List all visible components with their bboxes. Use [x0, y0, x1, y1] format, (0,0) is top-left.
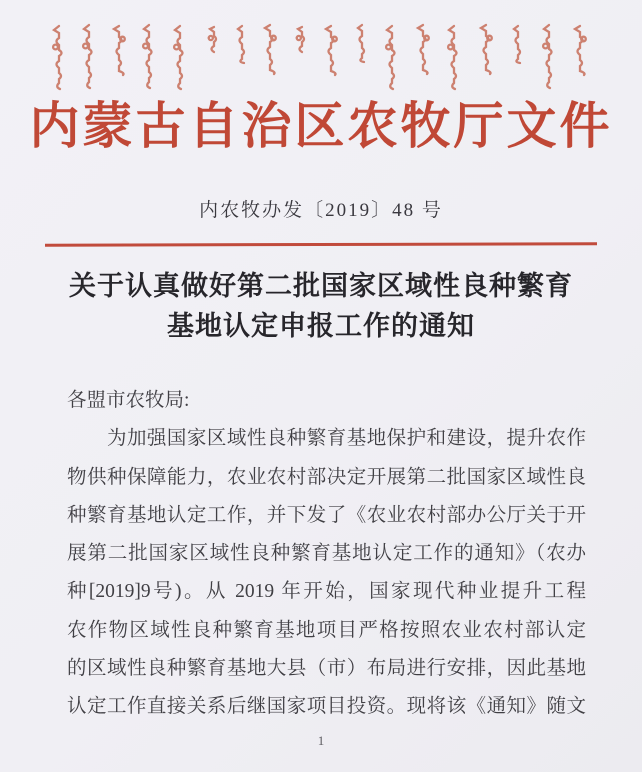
document-body: [67, 382, 586, 727]
document-title: [0, 266, 642, 346]
document-title-line1: 关于认真做好第二批国家区域性良种繁育: [69, 271, 573, 301]
body-line: 展第二批国家区域性良种繁育基地认定工作的通知》（农办: [67, 543, 586, 565]
salutation: 各盟市农牧局:: [67, 390, 190, 411]
body-line: 为加强国家区域性良种繁育基地保护和建设，提升农作: [106, 428, 586, 450]
document-title-line2: 基地认定申报工作的通知: [167, 311, 475, 341]
body-line: 的区域性良种繁育基地大县（市）布局进行安排，因此基地: [67, 658, 586, 680]
body-line: 种[2019]9号)。从 2019 年开始，国家现代种业提升工程: [67, 581, 586, 603]
body-line: 认定工作直接关系后继国家项目投资。现将该《通知》随文: [67, 696, 586, 718]
body-line: 种繁育基地认定工作，并下发了《农业农村部办公厅关于开: [67, 504, 586, 526]
page-number: 1: [317, 733, 325, 748]
mongolian-script-banner: [51, 22, 591, 92]
body-line: 物供种保障能力，农业农村部决定开展第二批国家区域性良: [67, 466, 586, 488]
organization-masthead: 内蒙古自治区农牧厅文件: [29, 98, 613, 154]
document-number: 内农牧办发〔2019〕48 号: [199, 200, 443, 221]
red-divider-rule: [45, 242, 597, 246]
body-line: 农作物区域性良种繁育基地项目严格按照农业农村部认定: [67, 619, 586, 641]
